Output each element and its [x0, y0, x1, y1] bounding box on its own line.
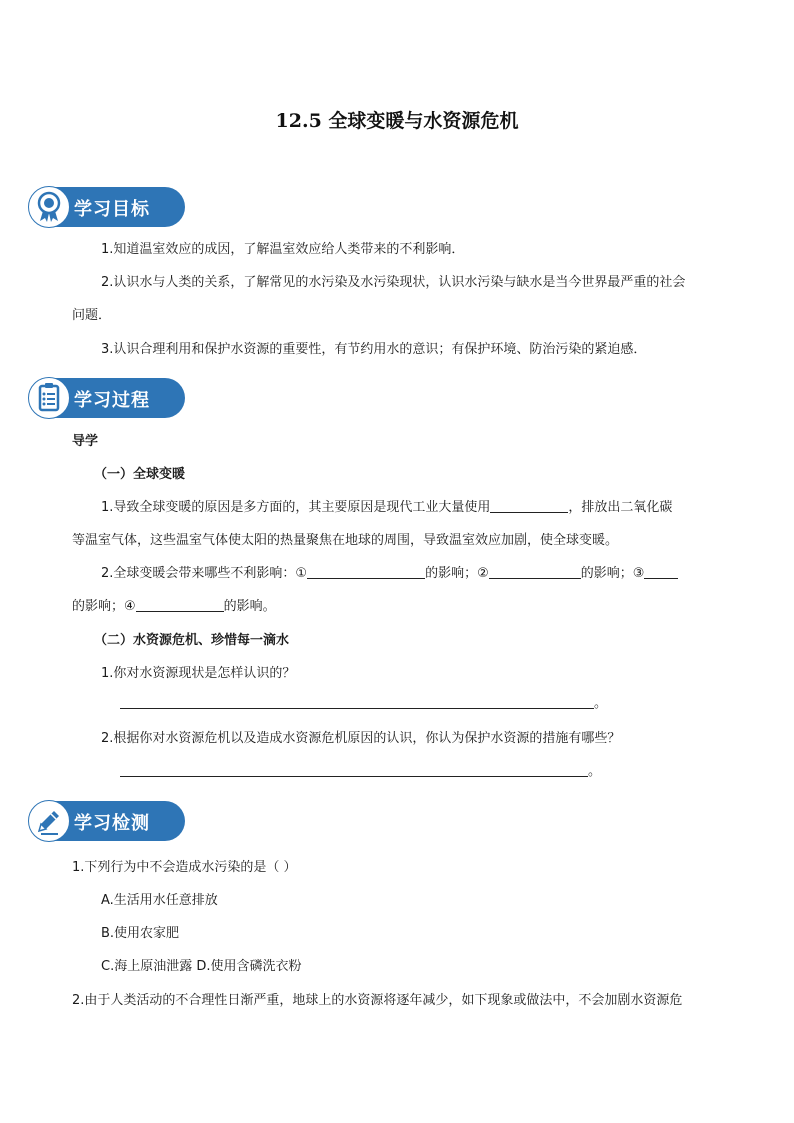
pencil-icon [28, 800, 70, 842]
part2-answer-line-1: 。 [120, 692, 607, 711]
answer-blank[interactable] [490, 498, 568, 513]
banner-label: 学习过程 [74, 390, 150, 411]
answer-blank[interactable] [644, 564, 678, 579]
section-banner-test [30, 801, 185, 841]
section-banner-process [30, 378, 185, 418]
part2-answer-line-2: 。 [120, 760, 601, 779]
option-b[interactable]: B.使用农家肥 [101, 926, 180, 941]
answer-blank[interactable] [307, 564, 425, 579]
answer-blank[interactable] [136, 597, 224, 612]
part2-question-2: 2.根据你对水资源危机以及造成水资源危机原因的认识，你认为保护水资源的措施有哪些？ [101, 731, 621, 746]
guide-label: 导学 [72, 434, 99, 449]
option-c-d[interactable]: C.海上原油泄露 D.使用含磷洗衣粉 [101, 959, 302, 974]
part2-heading: （二）水资源危机、珍惜每一滴水 [94, 633, 290, 648]
banner-label: 学习检测 [74, 813, 150, 834]
goal-item: 3.认识合理利用和保护水资源的重要性，有节约用水的意识；有保护环境、防治污染的紧迫感． [101, 342, 647, 357]
answer-blank[interactable] [120, 694, 594, 709]
part1-question-2: 2.全球变暖会带来哪些不利影响：① 的影响；② 的影响；③ [101, 562, 678, 581]
part1-question-1-cont: 等温室气体，这些温室气体使太阳的热量聚焦在地球的周围，导致温室效应加剧，使全球变暖。 [72, 533, 619, 548]
test-question-2: 2.由于人类活动的不合理性日渐严重，地球上的水资源将逐年减少，如下现象或做法中，不会加剧水资源危 [72, 993, 683, 1008]
banner-label: 学习目标 [74, 199, 150, 220]
answer-blank[interactable] [120, 762, 588, 777]
goal-item: 2.认识水与人类的关系，了解常见的水污染及水污染现状，认识水污染与缺水是当今世界最严重的社会 [101, 275, 686, 290]
answer-blank[interactable] [489, 564, 581, 579]
part2-question-1: 1.你对水资源现状是怎样认识的？ [101, 666, 296, 681]
part1-question-1: 1.导致全球变暖的原因是多方面的，其主要原因是现代工业大量使用 ，排放出二氧化碳 [101, 500, 673, 515]
part1-heading: （一）全球变暖 [94, 467, 186, 482]
goal-item: 问题． [72, 308, 112, 323]
goal-item: 1.知道温室效应的成因，了解温室效应给人类带来的不利影响． [101, 242, 465, 257]
part1-question-2-cont: 的影响；④ 的影响。 [72, 599, 276, 614]
section-banner-goals [30, 187, 185, 227]
page-title: 12.5 全球变暖与水资源危机 [275, 110, 519, 132]
award-ribbon-icon [28, 186, 70, 228]
test-question-1: 1.下列行为中不会造成水污染的是（ ） [72, 860, 297, 875]
option-a[interactable]: A.生活用水任意排放 [101, 893, 218, 908]
clipboard-list-icon [28, 377, 70, 419]
